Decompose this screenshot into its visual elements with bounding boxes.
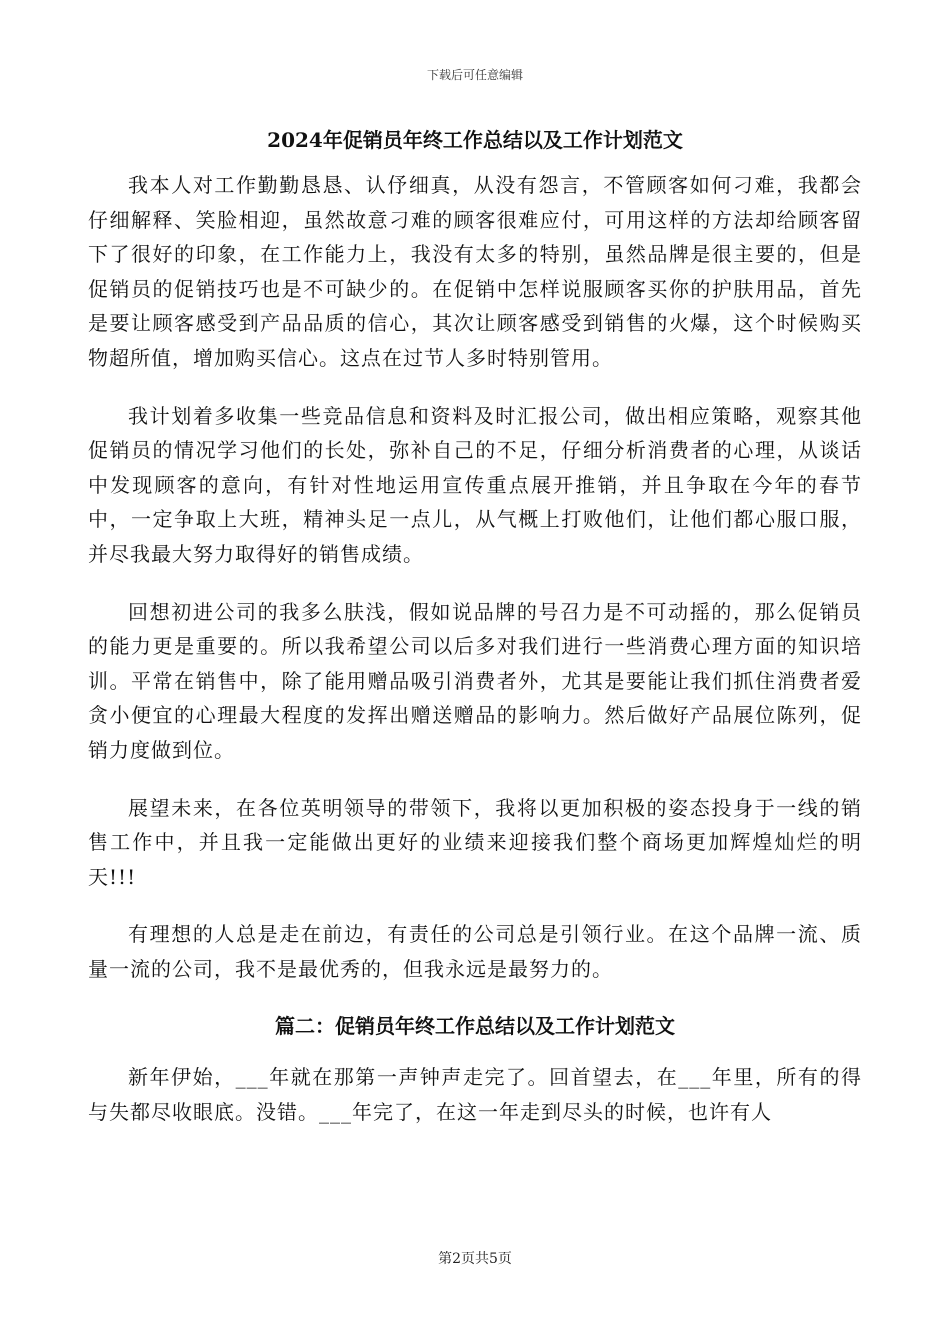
document-body <box>88 168 862 1152</box>
paragraph-3: 回想初进公司的我多么肤浅，假如说品牌的号召力是不可动摇的，那么促销员的能力更是重要的。所以我希望公司以后多对我们进行一些消费心理方面的知识培训。平常在销售中，除了能用赠品吸引消费者外，尤其是要能让我们抓住消费者爱贪小便宜的心理最大程度的发挥出赠送赠品的影响力。然后做好产品展位陈列，促销力度做到位。 <box>88 599 862 762</box>
paragraph-5: 有理想的人总是走在前边，有责任的公司总是引领行业。在这个品牌一流、质量一流的公司，我不是最优秀的，但我永远是最努力的。 <box>88 922 862 981</box>
header-note: 下载后可任意编辑 <box>426 68 523 82</box>
paragraph-2: 我计划着多收集一些竞品信息和资料及时汇报公司，做出相应策略，观察其他促销员的情况学习他们的长处，弥补自己的不足，仔细分析消费者的心理，从谈话中发现顾客的意向，有针对性地运用宣传重点展开推销，并且争取在今年的春节中，一定争取上大班，精神头足一点儿，从气概上打败他们，让他们都心服口服，并尽我最大努力取得好的销售成绩。 <box>88 403 862 566</box>
document-title: 2024年促销员年终工作总结以及工作计划范文 <box>267 128 683 152</box>
section-title: 篇二：促销员年终工作总结以及工作计划范文 <box>275 1014 675 1039</box>
section-paragraph: 新年伊始，___年就在那第一声钟声走完了。回首望去，在___年里，所有的得与失都尽收眼底。没错。___年完了，在这一年走到尽头的时候，也许有人 <box>88 1065 862 1124</box>
page-number-footer: 第2页共5页 <box>438 1251 512 1267</box>
paragraph-4: 展望未来，在各位英明领导的带领下，我将以更加积极的姿态投身于一线的销售工作中，并且我一定能做出更好的业绩来迎接我们整个商场更加辉煌灿烂的明天!!! <box>88 795 862 889</box>
paragraph-1: 我本人对工作勤勤恳恳、认伃细真，从没有怨言，不管顾客如何刁难，我都会仔细解释、笑脸相迎，虽然故意刁难的顾客很难应付，可用这样的方法却给顾客留下了很好的印象，在工作能力上，我没有太多的特别，虽然品牌是很主要的，但是促销员的促销技巧也是不可缺少的。在促销中怎样说服顾客买你的护肤用品，首先是要让顾客感受到产品品质的信心，其次让顾客感受到销售的火爆，这个时候购买物超所值，增加购买信心。这点在过节人多时特别管用。 <box>88 173 862 370</box>
